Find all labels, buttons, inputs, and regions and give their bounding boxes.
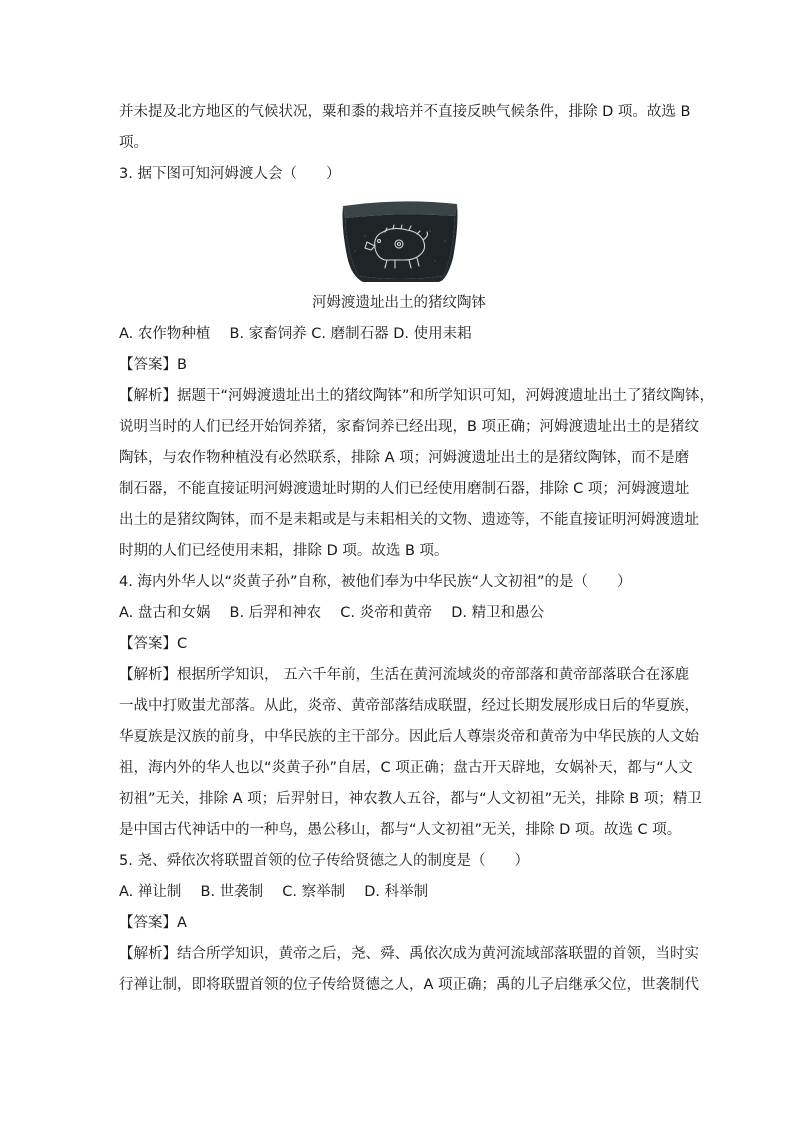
text-line: 一战中打败蚩尤部落。从此，炎帝、黄帝部落结成联盟，经过长期发展形成日后的华夏族， bbox=[119, 698, 699, 714]
question-3-stem: 3. 据下图可知河姆渡人会（ ） bbox=[119, 166, 341, 182]
pig-pattern-pottery-bowl-image bbox=[335, 196, 463, 284]
answer-label: 【答案】C bbox=[119, 636, 188, 652]
text-line: 华夏族是汉族的前身，中华民族的主干部分。因此后人尊崇炎帝和黄帝为中华民族的人文始 bbox=[119, 729, 699, 745]
answer-label: 【答案】A bbox=[119, 915, 187, 931]
text-line: 祖，海内外的华人也以“炎黄子孙”自居，C 项正确；盘古开天辟地，女娲补天，都与“人文 bbox=[119, 760, 693, 776]
figure-caption: 河姆渡遗址出土的猪纹陶钵 bbox=[312, 295, 486, 311]
question-5-options: A. 禅让制 B. 世袭制 C. 察举制 D. 科举制 bbox=[119, 884, 429, 900]
answer-label: 【答案】B bbox=[119, 357, 187, 373]
document-body bbox=[119, 97, 715, 1001]
question-3-options: A. 农作物种植 B. 家畜饲养 C. 磨制石器 D. 使用耒耜 bbox=[119, 326, 472, 342]
text-line: 时期的人们已经使用耒耜，排除 D 项。故选 B 项。 bbox=[119, 543, 449, 559]
text-line: 是中国古代神话中的一种鸟，愚公移山，都与“人文初祖”无关，排除 D 项。故选 C 项。 bbox=[119, 822, 682, 838]
text-line: 【解析】据题干“河姆渡遗址出土的猪纹陶钵”和所学知识可知，河姆渡遗址出土了猪纹陶钵， bbox=[119, 388, 715, 404]
text-line: 出土的是猪纹陶钵，而不是耒耜或是与耒耜相关的文物、遗迹等，不能直接证明河姆渡遗址 bbox=[119, 512, 699, 528]
text-line: 制石器，不能直接证明河姆渡遗址时期的人们已经使用磨制石器，排除 C 项；河姆渡遗址 bbox=[119, 481, 690, 497]
text-line: 并未提及北方地区的气候状况，粟和黍的栽培并不直接反映气候条件，排除 D 项。故选 B bbox=[119, 104, 691, 120]
text-line: 项。 bbox=[119, 135, 148, 151]
text-line: 说明当时的人们已经开始饲养猪，家畜饲养已经出现，B 项正确；河姆渡遗址出土的是猪纹 bbox=[119, 419, 700, 435]
text-line: 【解析】结合所学知识，黄帝之后，尧、舜、禹依次成为黄河流域部落联盟的首领，当时实 bbox=[119, 946, 699, 962]
question-4-stem: 4. 海内外华人以“炎黄子孙”自称，被他们奉为中华民族“人文初祖”的是（ ） bbox=[119, 574, 632, 590]
question-5-stem: 5. 尧、舜依次将联盟首领的位子传给贤德之人的制度是（ ） bbox=[119, 853, 529, 869]
text-line: 行禅让制，即将联盟首领的位子传给贤德之人，A 项正确；禹的儿子启继承父位，世袭制代 bbox=[119, 977, 700, 993]
text-line: 【解析】根据所学知识， 五六千年前，生活在黄河流域炎的帝部落和黄帝部落联合在涿鹿 bbox=[119, 667, 690, 683]
text-line: 陶钵，与农作物种植没有必然联系，排除 A 项；河姆渡遗址出土的是猪纹陶钵，而不是磨 bbox=[119, 450, 690, 466]
text-line: 初祖”无关，排除 A 项；后羿射日，神农教人五谷，都与“人文初祖”无关，排除 B 项；精卫 bbox=[119, 791, 702, 807]
question-4-options: A. 盘古和女娲 B. 后羿和神农 C. 炎帝和黄帝 D. 精卫和愚公 bbox=[119, 605, 545, 621]
